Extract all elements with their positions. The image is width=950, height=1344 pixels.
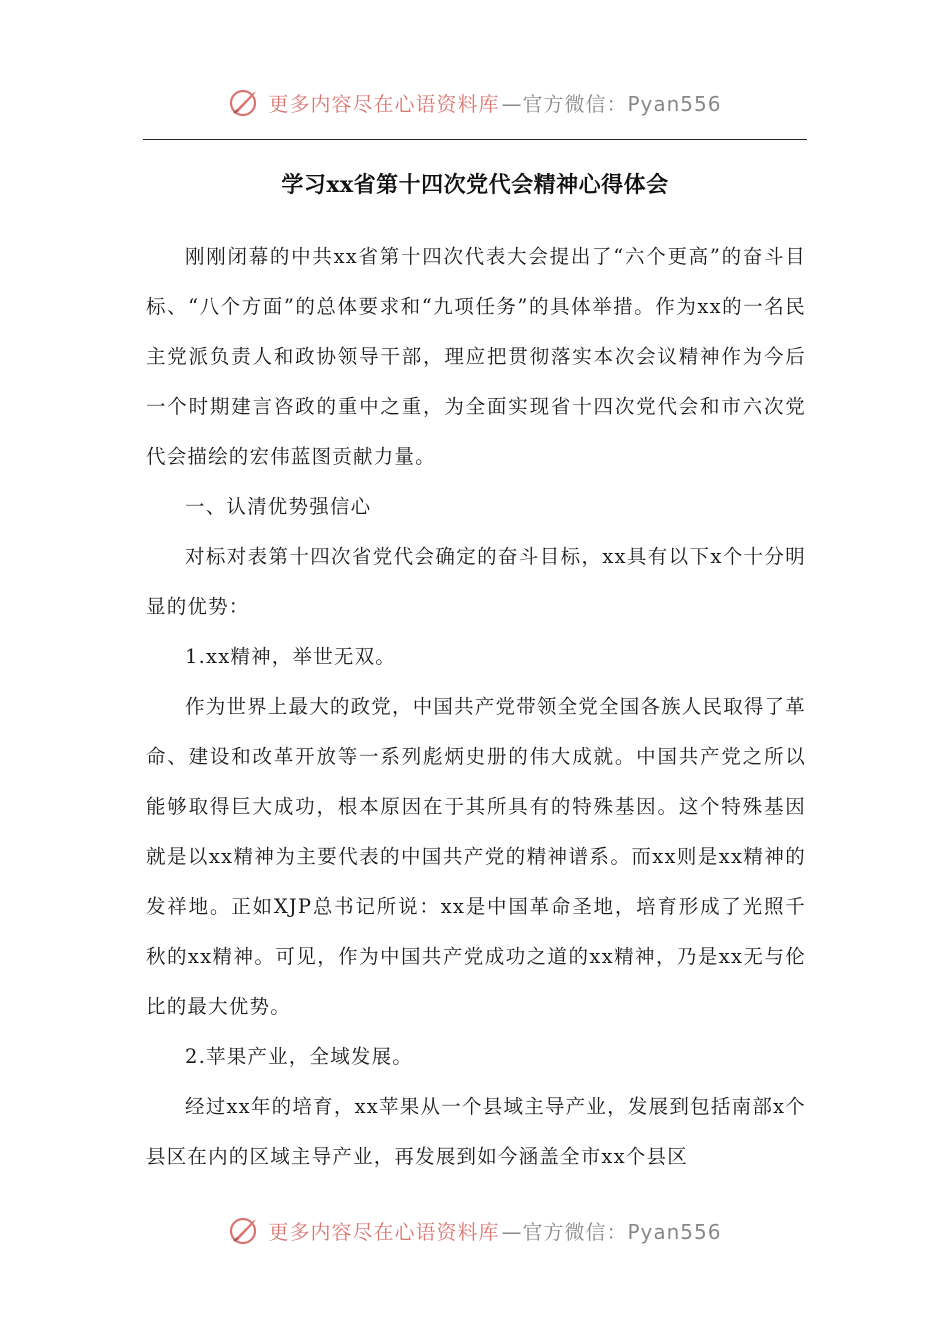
paragraph-advantages-intro: 对标对表第十四次省党代会确定的奋斗目标，xx具有以下x个十分明显的优势： [146,545,806,618]
paragraph-apple: 经过xx年的培育，xx苹果从一个县域主导产业，发展到包括南部x个县区在内的区域主导产业，再发展到如今涵盖全市xx个县区 [146,1095,806,1168]
section-heading-1: 一、认清优势强信心 [185,495,372,518]
header-banner [0,80,950,124]
document-title: 学习xx省第十四次党代会精神心得体会 [281,172,669,198]
footer-banner [0,1208,950,1252]
subheading-1: 1.xx精神，举世无双。 [185,645,396,668]
header-banner-red-text: 更多内容尽在心语资料库 [268,91,500,116]
document-body [146,232,806,1182]
pen-logo-icon [228,85,262,119]
footer-banner-red-text: 更多内容尽在心语资料库 [268,1219,500,1244]
subheading-2: 2.苹果产业，全域发展。 [185,1045,414,1068]
pen-logo-icon [228,1213,262,1247]
header-banner-wechat-text: —官方微信：Pyan556 [501,91,722,116]
footer-banner-wechat-text: —官方微信：Pyan556 [501,1219,722,1244]
paragraph-spirit: 作为世界上最大的政党，中国共产党带领全党全国各族人民取得了革命、建设和改革开放等一系列彪炳史册的伟大成就。中国共产党之所以能够取得巨大成功，根本原因在于其所具有的特殊基因。这个特殊基因就是以xx精神为主要代表的中国共产党的精神谱系。而xx则是xx精神的发祥地。正如XJP总书记所说：xx是中国革命圣地，培育形成了光照千秋的xx精神。可见，作为中国共产党成功之道的xx精神，乃是xx无与伦比的最大优势。 [146,695,807,1018]
header-divider [143,139,807,140]
paragraph-intro: 刚刚闭幕的中共xx省第十四次代表大会提出了“六个更高”的奋斗目标、“八个方面”的总体要求和“九项任务”的具体举措。作为xx的一名民主党派负责人和政协领导干部，理应把贯彻落实本次会议精神作为今后一个时期建言咨政的重中之重，为全面实现省十四次党代会和市六次党代会描绘的宏伟蓝图贡献力量。 [146,245,806,468]
